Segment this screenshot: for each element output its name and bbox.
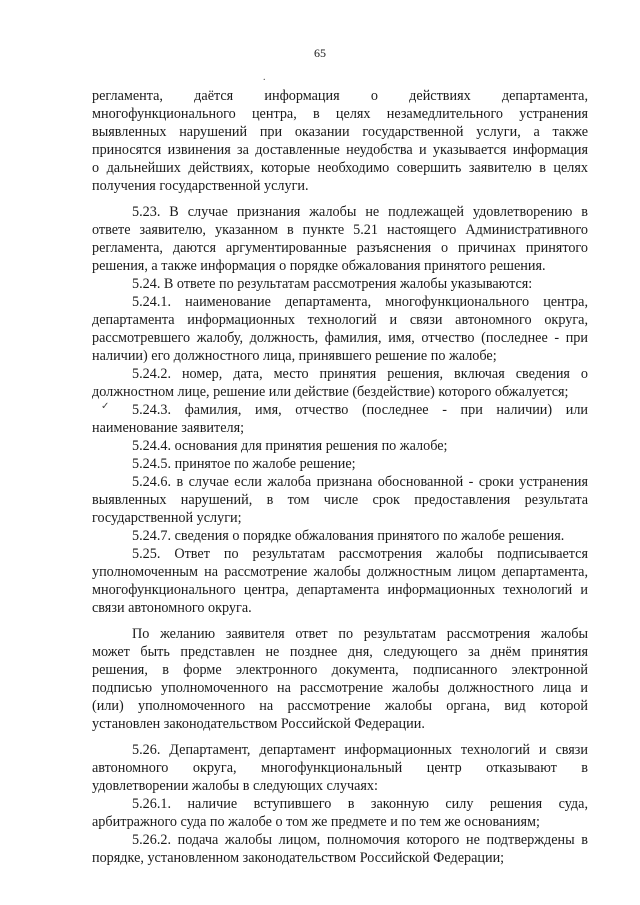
- text-line: государственной услуги;: [92, 510, 242, 526]
- text-line: многофункционального центра, департамента информационных технологий и: [92, 582, 588, 598]
- paragraph-5-24-7: [92, 527, 588, 545]
- text-line: наличии) его должностного лица, принявшего решение по жалобе;: [92, 348, 497, 364]
- text-line: решения, а также информация о порядке обжалования принятого решения.: [92, 258, 546, 274]
- text-line: может быть представлен не позднее дня, следующего за днём принятия: [92, 644, 588, 660]
- text-line: По желанию заявителя ответ по результатам рассмотрения жалобы: [132, 626, 588, 642]
- paragraph-5-23: [92, 203, 588, 275]
- text-line: ответе заявителю, указанном в пункте 5.21 настоящего Административного: [92, 222, 588, 238]
- text-line: 5.26.1. наличие вступившего в законную силу решения суда,: [132, 796, 588, 812]
- text-line: арбитражного суда по жалобе о том же предмете и по тем же основаниям;: [92, 814, 540, 830]
- text-line: 5.24.2. номер, дата, место принятия решения, включая сведения о: [132, 366, 588, 382]
- text-line: получения государственной услуги.: [92, 178, 309, 194]
- text-line: 5.26.2. подача жалобы лицом, полномочия которого не подтверждены в: [132, 832, 588, 848]
- paragraph-5-24-4: [92, 437, 588, 455]
- text-line: рассмотревшего жалобу, должность, фамилия, имя, отчество (последнее - при: [92, 330, 588, 346]
- text-line: о дальнейших действиях, которые необходимо совершить заявителю в целях: [92, 160, 588, 176]
- text-line: наименование заявителя;: [92, 420, 245, 436]
- text-line: 5.24. В ответе по результатам рассмотрения жалобы указываются:: [132, 276, 533, 292]
- paragraph-5-24: [92, 275, 588, 293]
- text-line: 5.23. В случае признания жалобы не подлежащей удовлетворению в: [132, 204, 588, 220]
- document-body: [92, 87, 588, 867]
- text-line: 5.24.3. фамилия, имя, отчество (последнее - при наличии) или: [132, 402, 588, 418]
- text-line: порядке, установленном законодательством Российской Федерации;: [92, 850, 505, 866]
- text-line: автономного округа, многофункциональный центр отказывают в: [92, 760, 588, 776]
- text-line: установлен законодательством Российской Федерации.: [92, 716, 425, 732]
- text-line: (или) уполномоченного на рассмотрение жалобы органа, вид которой: [92, 698, 588, 714]
- text-line: приносятся извинения за доставленные неудобства и указывается информация: [92, 142, 588, 158]
- text-line: подписью уполномоченного на рассмотрение жалобы должностного лица и: [92, 680, 588, 696]
- text-line: 5.25. Ответ по результатам рассмотрения жалобы подписывается: [132, 546, 588, 562]
- text-line: 5.24.5. принятое по жалобе решение;: [132, 456, 356, 472]
- text-line: департамента информационных технологий и связи автономного округа,: [92, 312, 588, 328]
- paragraph-5-26: [92, 741, 588, 795]
- text-line: 5.24.6. в случае если жалоба признана обоснованной - сроки устранения: [132, 474, 588, 490]
- text-line: выявленных нарушений, в том числе срок предоставления результата: [92, 492, 588, 508]
- text-line: удовлетворении жалобы в следующих случаях:: [92, 778, 378, 794]
- page-number: 65: [314, 46, 326, 60]
- text-line: регламента, даётся информация о действиях департамента,: [92, 88, 588, 104]
- margin-tick-mark: ✓: [101, 401, 110, 412]
- text-line: должностном лице, решение или действие (бездействие) которого обжалуется;: [92, 384, 569, 400]
- paragraph-5-24-5: [92, 455, 588, 473]
- text-line: решения, в форме электронного документа, подписанного электронной: [92, 662, 588, 678]
- text-line: многофункционального центра, в целях незамедлительного устранения: [92, 106, 588, 122]
- paragraph-5-24-3: [92, 401, 588, 437]
- paragraph-5-24-6: [92, 473, 588, 527]
- text-line: уполномоченным на рассмотрение жалобы должностным лицом департамента,: [92, 564, 588, 580]
- paragraph-5-26-1: [92, 795, 588, 831]
- text-line: 5.24.7. сведения о порядке обжалования принятого по жалобе решения.: [132, 528, 565, 544]
- paragraph-5-26-2: [92, 831, 588, 867]
- text-line: 5.26. Департамент, департамент информационных технологий и связи: [132, 742, 588, 758]
- paragraph-5-24-1: [92, 293, 588, 365]
- scan-dot-mark: .: [263, 72, 266, 83]
- text-line: 5.24.1. наименование департамента, многофункционального центра,: [132, 294, 588, 310]
- text-line: 5.24.4. основания для принятия решения по жалобе;: [132, 438, 448, 454]
- text-line: регламента, даются аргументированные разъяснения о причинах принятого: [92, 240, 588, 256]
- paragraph-5-24-2: [92, 365, 588, 401]
- paragraph-electronic-response: [92, 625, 588, 733]
- paragraph-5-25: [92, 545, 588, 617]
- text-line: связи автономного округа.: [92, 600, 252, 616]
- text-line: выявленных нарушений при оказании государственной услуги, а также: [92, 124, 588, 140]
- paragraph-reglament-continuation: [92, 87, 588, 195]
